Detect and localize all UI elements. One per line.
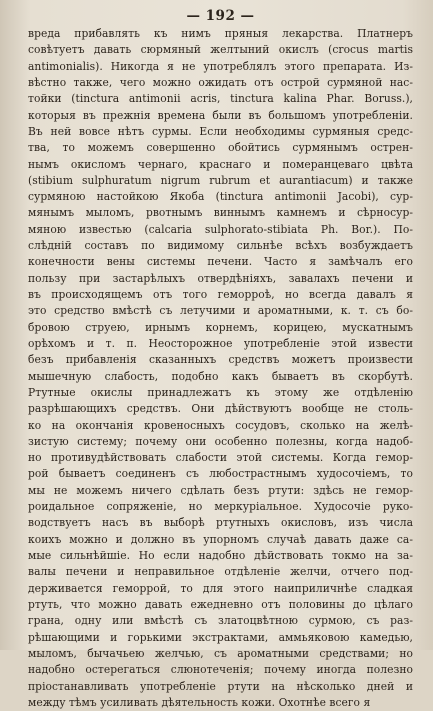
text-line: слѣдній составъ по видимому сильнѣе всѣхъ возбуждаетъ — [28, 239, 413, 253]
text-line: пользу при застарѣлыхъ отвердѣніяхъ, завалахъ печени и — [28, 271, 413, 285]
text-line: ртуть, что можно давать ежедневно отъ половины до цѣлаго — [28, 597, 413, 611]
text-line: роидальное сопряженіе, но меркуріальное. Худосочіе руко- — [28, 500, 413, 514]
text-line: тойки (tinctura antimonii acris, tinctura kalina Phar. Boruss.), — [28, 92, 413, 106]
text-line: Въ ней вовсе нѣтъ сурмы. Если необходимы сурмяныя средс- — [28, 124, 413, 138]
text-line: держивается геморрой, то для этого наиприличнѣе сладкая — [28, 581, 413, 595]
text-line: валы печени и неправильное отдѣленіе желчи, отчего под- — [28, 565, 413, 579]
text-line: которыя въ прежнія времена были въ большомъ употребленіи. — [28, 108, 413, 122]
text-line: разрѣшающихъ средствъ. Они дѣйствуютъ вообще не столь- — [28, 402, 413, 416]
text-line: рѣшающими и горькими экстрактами, аммьяковою камедью, — [28, 630, 413, 644]
text-line: (stibium sulphuratum nigrum rubrum et aurantiacum) и также — [28, 173, 413, 187]
text-line: вреда прибавлять къ нимъ пряныя лекарства. Платнеръ — [28, 27, 413, 40]
body-text — [28, 26, 413, 711]
text-line: конечности вены системы печени. Часто я замѣчалъ его — [28, 255, 413, 269]
text-line: безъ прибавленія сказанныхъ средствъ можетъ произвести — [28, 353, 413, 367]
text-line: antimonialis). Никогда я не употреблялъ этого препарата. Из- — [28, 59, 413, 73]
text-line: тва, то можемъ совершенно обойтись сурмянымъ острен- — [28, 141, 413, 155]
text-line: водствуетъ насъ въ выборѣ ртутныхъ окисловъ, изъ числа — [28, 516, 413, 530]
text-line: въ происходящемъ отъ того геморроѣ, но всегда давалъ я — [28, 288, 413, 301]
text-line: вѣстно также, чего можно ожидать отъ острой сурмяной нас- — [28, 75, 413, 89]
text-line: мышечную слабость, подобно какъ бываетъ въ скорбутѣ. — [28, 369, 413, 383]
text-line: мы не можемъ ничего сдѣлать безъ ртути: здѣсь не гемор- — [28, 483, 413, 497]
text-line: ко на окончанія кровеносныхъ сосудовъ, сколько на желѣ- — [28, 418, 413, 432]
text-line: мые сильнѣйшіе. Но если надобно дѣйствовать токмо на за- — [28, 549, 413, 562]
text-line: мянымъ мыломъ, рвотнымъ виннымъ камнемъ и сѣрносур- — [28, 206, 413, 220]
text-line: это средство вмѣстѣ съ летучими и ароматными, к. т. съ бо- — [28, 304, 413, 318]
text-line: Ртутные окислы принадлежатъ къ этому же отдѣленію — [28, 385, 413, 399]
text-line: рой бываетъ соединенъ съ любострастнымъ худосочіемъ, то — [28, 467, 413, 481]
text-line: пріостанавливать употребленіе ртути на нѣсколько дней и — [28, 679, 413, 693]
page-number-header: — 192 — — [186, 8, 255, 24]
text-line: но противудѣйствовать слабости этой системы. Когда гемор- — [28, 451, 413, 465]
text-line: мяною известью (calcaria sulphorato-stibiata Ph. Bor.). По- — [28, 222, 413, 236]
text-line: между тѣмъ усиливать дѣятельность кожи. Охотнѣе всего я — [28, 695, 371, 709]
text-line: нымъ окисломъ чернаго, краснаго и померанцеваго цвѣта — [28, 157, 413, 171]
text-line: сурмяною настойкою Якоба (tinctura antimonii Jacobi), сур- — [28, 190, 413, 204]
text-line: грана, одну или вмѣстѣ съ златоцвѣтною сурмою, съ раз- — [28, 614, 413, 628]
text-line: орѣхомъ и т. п. Неосторожное употребленіе этой извести — [28, 336, 413, 350]
text-line: зистую систему; почему они особенно полезны, когда надоб- — [28, 434, 413, 448]
text-line: совѣтуетъ давать сюрмяный желтыний окислъ (crocus martis — [28, 43, 413, 57]
text-line: мыломъ, бычачьею желчью, съ ароматными средствами; но — [28, 646, 413, 660]
text-line: бровою струею, ирнымъ корнемъ, корицею, мускатнымъ — [28, 320, 413, 334]
text-line: коихъ можно и должно въ упорномъ случаѣ давать даже са- — [28, 532, 413, 546]
text-line: надобно остерегаться слюнотеченія; почему иногда полезно — [28, 663, 413, 677]
